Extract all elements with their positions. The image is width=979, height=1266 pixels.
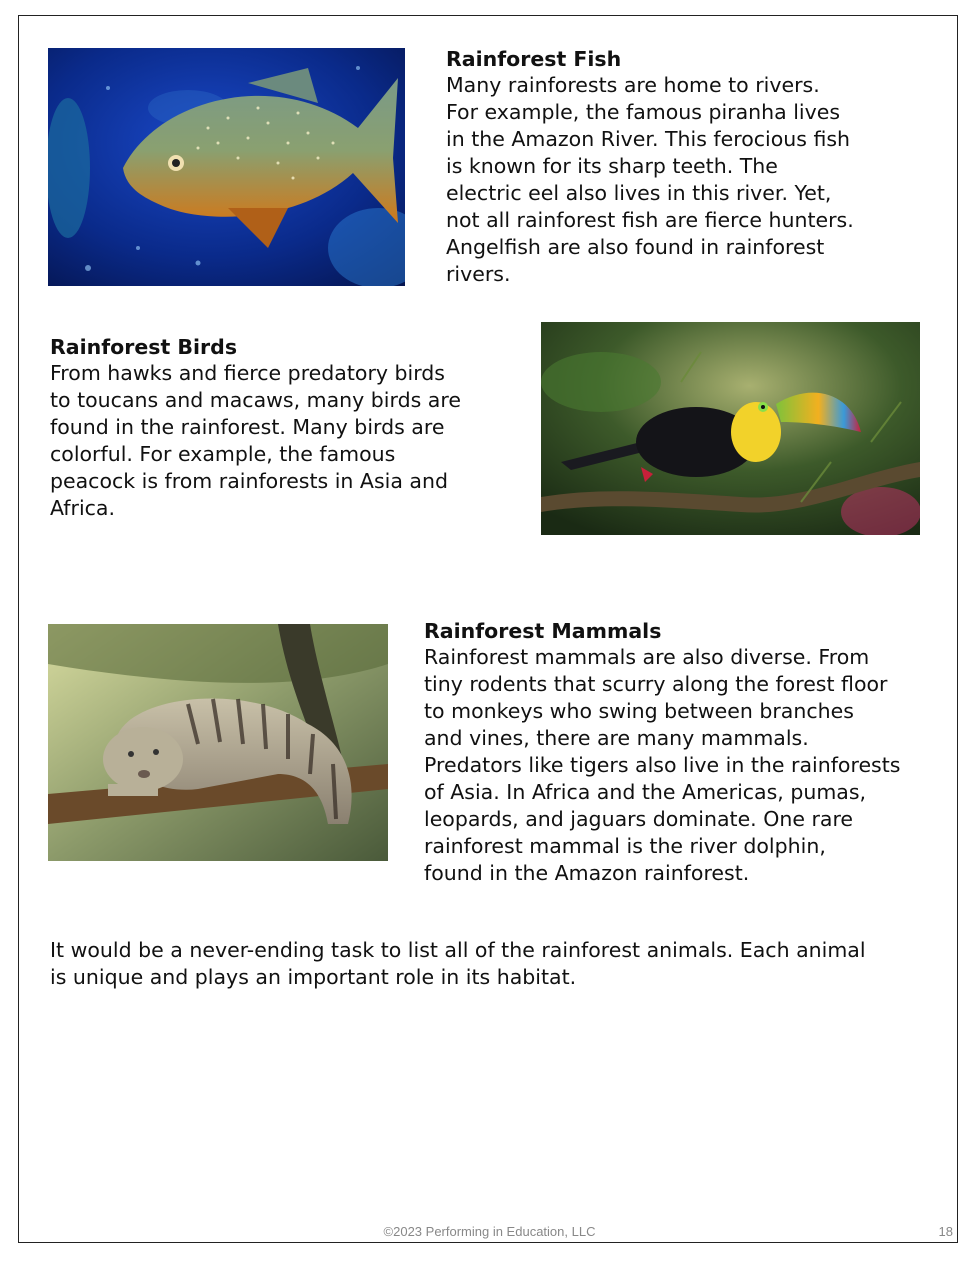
fish-heading: Rainforest Fish: [446, 47, 622, 71]
fish-line: Angelfish are also found in rainforest: [446, 235, 825, 259]
mammals-line: found in the Amazon rainforest.: [424, 861, 750, 885]
mammals-line: rainforest mammal is the river dolphin,: [424, 834, 826, 858]
mammals-line: Rainforest mammals are also diverse. From: [424, 645, 870, 669]
birds-heading: Rainforest Birds: [50, 335, 238, 359]
mammals-line: Predators like tigers also live in the rainforests: [424, 753, 901, 777]
tiger-photo: [48, 624, 388, 861]
mammals-line: and vines, there are many mammals.: [424, 726, 809, 750]
fish-line: not all rainforest fish are fierce hunters.: [446, 208, 854, 232]
fish-line: For example, the famous piranha lives: [446, 100, 841, 124]
birds-line: peacock is from rainforests in Asia and: [50, 469, 448, 493]
fish-line: is known for its sharp teeth. The: [446, 154, 778, 178]
mammals-line: to monkeys who swing between branches: [424, 699, 854, 723]
page-number: 18: [938, 1224, 953, 1239]
fish-section: [446, 47, 854, 288]
fish-line: in the Amazon River. This ferocious fish: [446, 127, 851, 151]
fish-line: electric eel also lives in this river. Yet,: [446, 181, 832, 205]
birds-line: From hawks and fierce predatory birds: [50, 361, 445, 385]
fish-line: rivers.: [446, 262, 511, 286]
mammals-line: of Asia. In Africa and the Americas, pumas,: [424, 780, 867, 804]
birds-line: Africa.: [50, 496, 115, 520]
mammals-section: [424, 619, 900, 887]
birds-line: found in the rainforest. Many birds are: [50, 415, 445, 439]
birds-line: to toucans and macaws, many birds are: [50, 388, 461, 412]
piranha-photo: [48, 48, 405, 286]
closing-line: It would be a never-ending task to list all of the rainforest animals. Each animal: [50, 938, 866, 962]
birds-section: [50, 335, 461, 522]
closing-paragraph: [50, 937, 866, 991]
mammals-heading: Rainforest Mammals: [424, 619, 662, 643]
mammals-line: leopards, and jaguars dominate. One rare: [424, 807, 854, 831]
closing-line: is unique and plays an important role in its habitat.: [50, 965, 577, 989]
fish-line: Many rainforests are home to rivers.: [446, 73, 820, 97]
toucan-photo: [541, 322, 920, 535]
copyright-footer: ©2023 Performing in Education, LLC: [383, 1224, 596, 1239]
birds-line: colorful. For example, the famous: [50, 442, 396, 466]
mammals-line: tiny rodents that scurry along the forest floor: [424, 672, 888, 696]
